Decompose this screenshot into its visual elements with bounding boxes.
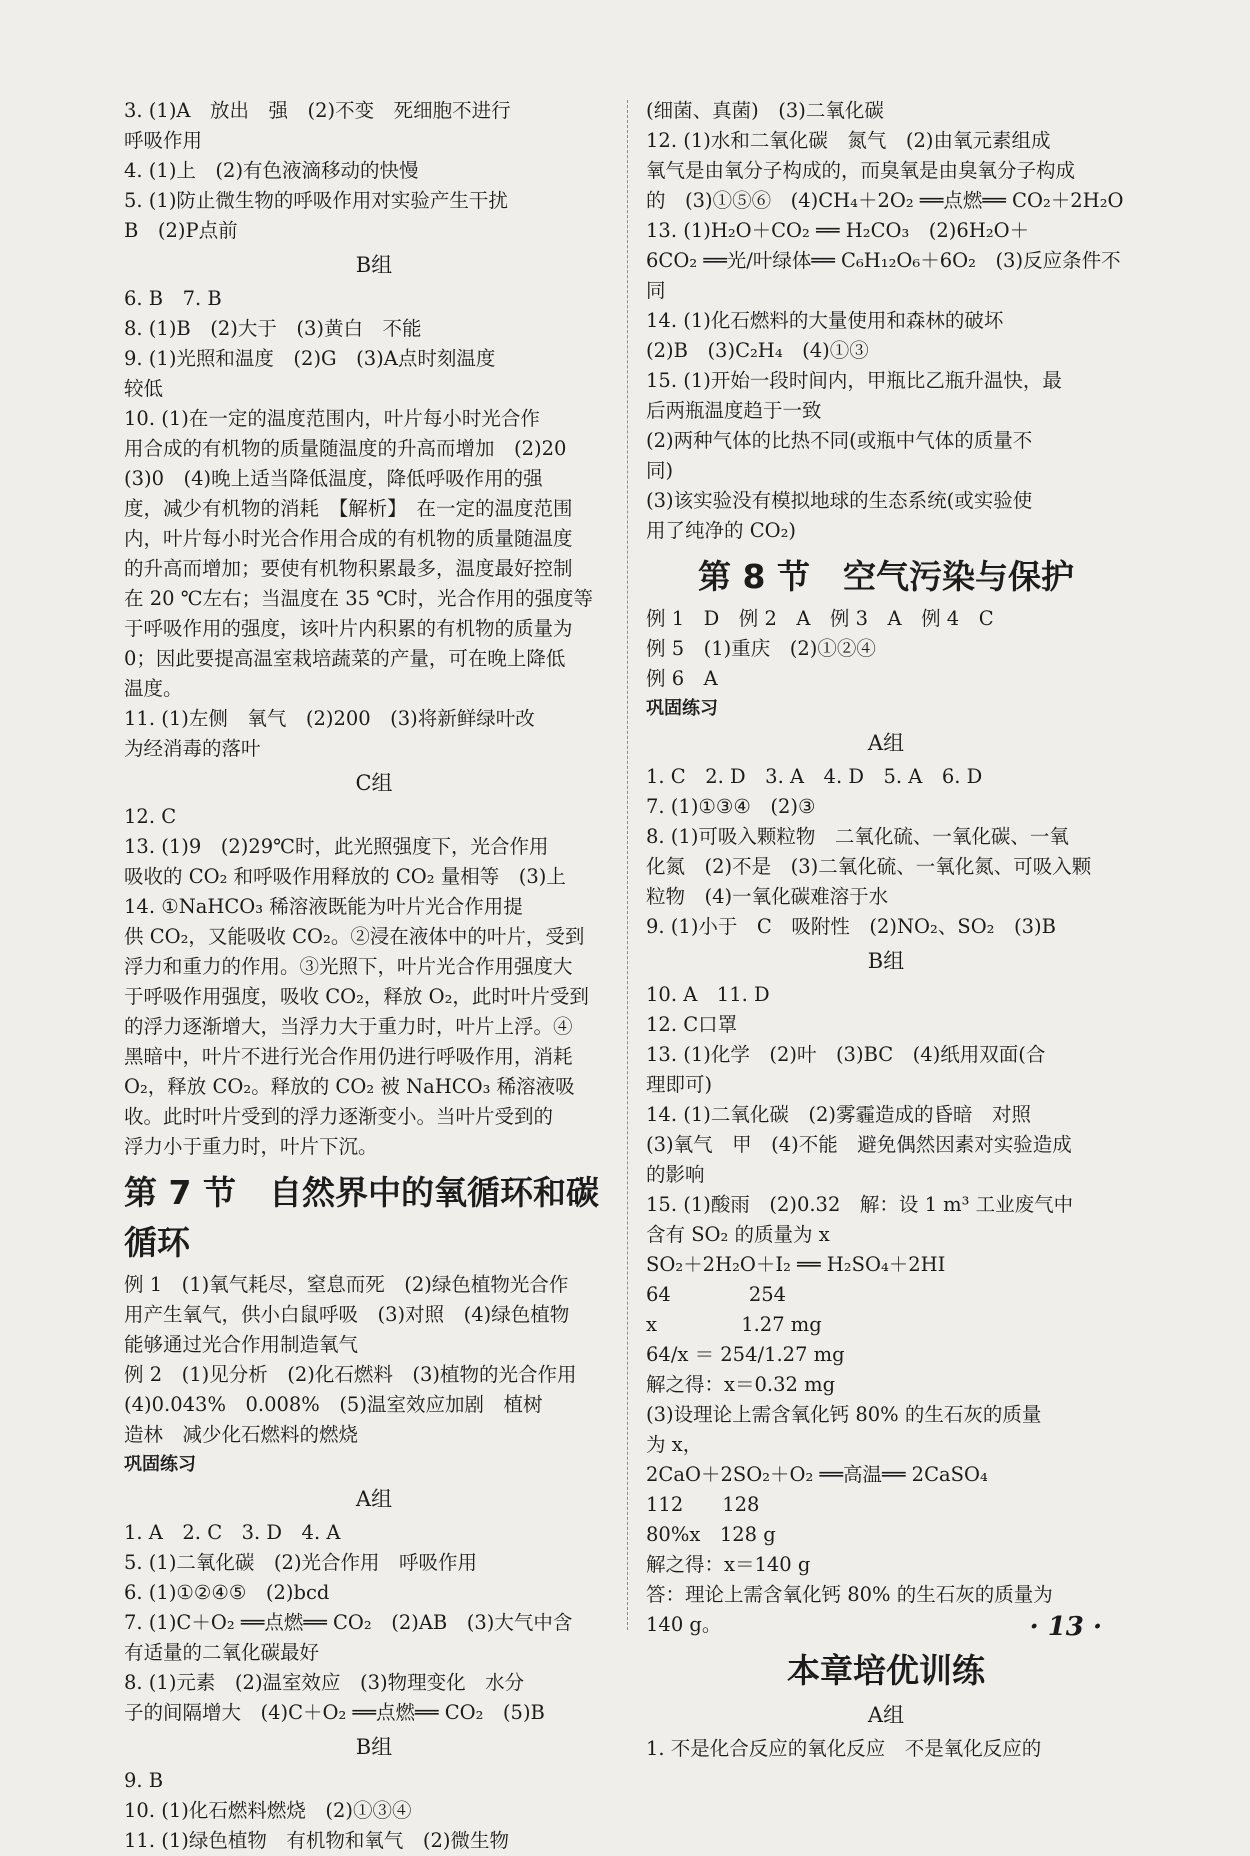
- text-line: (4)0.043% 0.008% (5)温室效应加剧 植树: [124, 1393, 543, 1416]
- section-8-title: 第 8 节 空气污染与保护: [698, 557, 1074, 596]
- text-line: 用了纯净的 CO₂): [646, 519, 797, 542]
- text-line: 1. 不是化合反应的氧化反应 不是氧化反应的: [646, 1737, 1042, 1760]
- text-line: (3)0 (4)晚上适当降低温度，降低呼吸作用的强: [124, 467, 543, 490]
- text-line: 14. ①NaHCO₃ 稀溶液既能为叶片光合作用提: [124, 895, 523, 918]
- text-line: 6. B 7. B: [124, 287, 222, 310]
- text-line: 9. B: [124, 1769, 164, 1792]
- right-block-4: [646, 980, 1126, 1640]
- text-line: 7. (1)①③④ (2)③: [646, 795, 816, 818]
- left-block-6: [124, 1766, 624, 1856]
- text-line: 氧气是由氧分子构成的，而臭氧是由臭氧分子构成: [646, 159, 1076, 182]
- text-line: 浮力和重力的作用。③光照下，叶片光合作用强度大: [124, 955, 573, 978]
- text-line: 5. (1)二氧化碳 (2)光合作用 呼吸作用: [124, 1551, 478, 1574]
- text-line: 呼吸作用: [124, 129, 203, 152]
- text-line: 解之得：x＝140 g: [646, 1553, 811, 1576]
- text-line: 为 x，: [646, 1433, 703, 1456]
- text-line: 9. (1)小于 C 吸附性 (2)NO₂、SO₂ (3)B: [646, 915, 1056, 938]
- text-line: 粒物 (4)一氧化碳难溶于水: [646, 885, 889, 908]
- text-line: (2)两种气体的比热不同(或瓶中气体的质量不: [646, 429, 1033, 452]
- text-line: 14. (1)化石燃料的大量使用和森林的破坏: [646, 309, 1004, 332]
- right-block-3: [646, 762, 1126, 942]
- text-line: 11. (1)绿色植物 有机物和氧气 (2)微生物: [124, 1829, 509, 1852]
- group-heading: A组: [867, 1703, 905, 1727]
- text-line: 度，减少有机物的消耗 【解析】 在一定的温度范围: [124, 497, 573, 520]
- text-line: 例 1 D 例 2 A 例 3 A 例 4 C: [646, 607, 994, 630]
- text-line: 的升高而增加；要使有机物积累最多，温度最好控制: [124, 557, 573, 580]
- text-line: 9. (1)光照和温度 (2)G (3)A点时刻温度: [124, 347, 496, 370]
- left-block-1: [124, 96, 624, 246]
- text-line: 64 254: [646, 1283, 787, 1306]
- text-line: 答：理论上需含氧化钙 80% 的生石灰的质量为: [646, 1583, 1053, 1606]
- text-line: 黑暗中，叶片不进行光合作用仍进行呼吸作用，消耗: [124, 1045, 573, 1068]
- text-line: (3)氧气 甲 (4)不能 避免偶然因素对实验造成: [646, 1133, 1072, 1156]
- text-line: 在 20 ℃左右；当温度在 35 ℃时，光合作用的强度等: [124, 587, 594, 610]
- text-line: 理即可): [646, 1073, 713, 1096]
- text-line: 用产生氧气，供小白鼠呼吸 (3)对照 (4)绿色植物: [124, 1303, 570, 1326]
- text-line: 例 2 (1)见分析 (2)化石燃料 (3)植物的光合作用: [124, 1363, 577, 1386]
- text-line: 12. C口罩: [646, 1013, 738, 1036]
- text-line: 能够通过光合作用制造氧气: [124, 1333, 359, 1356]
- text-line: 10. (1)在一定的温度范围内，叶片每小时光合作: [124, 407, 540, 430]
- left-block-3: [124, 802, 624, 1162]
- text-line: 10. A 11. D: [646, 983, 770, 1006]
- text-line: 15. (1)开始一段时间内，甲瓶比乙瓶升温快，最: [646, 369, 1062, 392]
- text-line: 子的间隔增大 (4)C＋O₂ ══点燃══ CO₂ (5)B: [124, 1701, 545, 1724]
- text-line: 5. (1)防止微生物的呼吸作用对实验产生干扰: [124, 189, 508, 212]
- text-line: (细菌、真菌) (3)二氧化碳: [646, 99, 884, 122]
- text-line: (3)该实验没有模拟地球的生态系统(或实验使: [646, 489, 1033, 512]
- text-line: 例 6 A: [646, 667, 718, 690]
- text-line: 后两瓶温度趋于一致: [646, 399, 822, 422]
- text-line: 浮力小于重力时，叶片下沉。: [124, 1135, 378, 1158]
- text-line: 较低: [124, 377, 164, 400]
- text-line: 80%x 128 g: [646, 1523, 776, 1546]
- text-line: 7. (1)C＋O₂ ══点燃══ CO₂ (2)AB (3)大气中含: [124, 1611, 573, 1634]
- right-block-1: [646, 96, 1126, 546]
- text-line: 140 g。: [646, 1613, 722, 1636]
- practice-label: 巩固练习: [124, 1454, 196, 1475]
- text-line: 6. (1)①②④⑤ (2)bcd: [124, 1581, 330, 1604]
- left-column: [124, 96, 624, 1856]
- left-block-4: [124, 1270, 624, 1450]
- text-line: O₂，释放 CO₂。释放的 CO₂ 被 NaHCO₃ 稀溶液吸: [124, 1075, 575, 1098]
- text-line: 1. C 2. D 3. A 4. D 5. A 6. D: [646, 765, 983, 788]
- left-block-5: [124, 1518, 624, 1728]
- text-line: 化氮 (2)不是 (3)二氧化硫、一氧化氮、可吸入颗: [646, 855, 1092, 878]
- text-line: (3)设理论上需含氧化钙 80% 的生石灰的质量: [646, 1403, 1042, 1426]
- text-line: 13. (1)化学 (2)叶 (3)BC (4)纸用双面(合: [646, 1043, 1046, 1066]
- text-line: 用合成的有机物的质量随温度的升高而增加 (2)20: [124, 437, 567, 460]
- right-column: [646, 96, 1126, 1764]
- text-line: 例 5 (1)重庆 (2)①②④: [646, 637, 876, 660]
- text-line: 的影响: [646, 1163, 705, 1186]
- group-heading: B组: [867, 949, 905, 973]
- text-line: 的 (3)①⑤⑥ (4)CH₄＋2O₂ ══点燃══ CO₂＋2H₂O: [646, 189, 1124, 212]
- text-line: 64/x ＝ 254/1.27 mg: [646, 1343, 845, 1366]
- text-line: 15. (1)酸雨 (2)0.32 解：设 1 m³ 工业废气中: [646, 1193, 1074, 1216]
- text-line: 内，叶片每小时光合作用合成的有机物的质量随温度: [124, 527, 573, 550]
- text-line: 4. (1)上 (2)有色液滴移动的快慢: [124, 159, 419, 182]
- text-line: 同): [646, 459, 674, 482]
- right-block-5: [646, 1734, 1126, 1764]
- text-line: 6CO₂ ══光/叶绿体══ C₆H₁₂O₆＋6O₂ (3)反应条件不同: [646, 249, 1121, 302]
- text-line: 13. (1)H₂O＋CO₂ ══ H₂CO₃ (2)6H₂O＋: [646, 219, 1030, 242]
- text-line: 例 1 (1)氧气耗尽，窒息而死 (2)绿色植物光合作: [124, 1273, 569, 1296]
- text-line: 于呼吸作用强度，吸收 CO₂，释放 O₂，此时叶片受到: [124, 985, 589, 1008]
- text-line: 8. (1)元素 (2)温室效应 (3)物理变化 水分: [124, 1671, 525, 1694]
- text-line: 吸收的 CO₂ 和呼吸作用释放的 CO₂ 量相等 (3)上: [124, 865, 566, 888]
- text-line: 1. A 2. C 3. D 4. A: [124, 1521, 341, 1544]
- text-line: 11. (1)左侧 氧气 (2)200 (3)将新鲜绿叶改: [124, 707, 535, 730]
- text-line: 造林 减少化石燃料的燃烧: [124, 1423, 359, 1446]
- text-line: 10. (1)化石燃料燃烧 (2)①③④: [124, 1799, 412, 1822]
- page-number: · 13 ·: [1029, 1612, 1102, 1642]
- right-block-2: [646, 604, 1126, 694]
- text-line: x 1.27 mg: [646, 1313, 822, 1336]
- text-line: 2CaO＋2SO₂＋O₂ ══高温══ 2CaSO₄: [646, 1463, 988, 1486]
- left-block-2: [124, 284, 624, 764]
- text-line: 3. (1)A 放出 强 (2)不变 死细胞不进行: [124, 99, 511, 122]
- text-line: 0；因此要提高温室栽培蔬菜的产量，可在晚上降低: [124, 647, 566, 670]
- group-heading: A组: [867, 731, 905, 755]
- text-line: 为经消毒的落叶: [124, 737, 261, 760]
- text-line: 112 128: [646, 1493, 760, 1516]
- text-line: 14. (1)二氧化碳 (2)雾霾造成的昏暗 对照: [646, 1103, 1031, 1126]
- text-line: 于呼吸作用的强度，该叶片内积累的有机物的质量为: [124, 617, 573, 640]
- text-line: SO₂＋2H₂O＋I₂ ══ H₂SO₄＋2HI: [646, 1253, 946, 1276]
- chapter-training-title: 本章培优训练: [787, 1651, 985, 1690]
- column-divider: [627, 100, 628, 1630]
- text-line: 有适量的二氧化碳最好: [124, 1641, 320, 1664]
- text-line: 8. (1)B (2)大于 (3)黄白 不能: [124, 317, 422, 340]
- text-line: 12. C: [124, 805, 177, 828]
- text-line: 8. (1)可吸入颗粒物 二氧化硫、一氧化碳、一氧: [646, 825, 1069, 848]
- group-heading: C组: [355, 771, 393, 795]
- text-line: B (2)P点前: [124, 219, 238, 242]
- text-line: 收。此时叶片受到的浮力逐渐变小。当叶片受到的: [124, 1105, 554, 1128]
- text-line: 供 CO₂，又能吸收 CO₂。②浸在液体中的叶片，受到: [124, 925, 585, 948]
- group-heading: B组: [355, 1735, 393, 1759]
- text-line: (2)B (3)C₂H₄ (4)①③: [646, 339, 869, 362]
- text-line: 的浮力逐渐增大，当浮力大于重力时，叶片上浮。④: [124, 1015, 573, 1038]
- text-line: 13. (1)9 (2)29℃时，此光照强度下，光合作用: [124, 835, 549, 858]
- text-line: 解之得：x＝0.32 mg: [646, 1373, 836, 1396]
- practice-label: 巩固练习: [646, 698, 718, 719]
- group-heading: B组: [355, 253, 393, 277]
- text-line: 含有 SO₂ 的质量为 x: [646, 1223, 830, 1246]
- section-7-title: 第 7 节 自然界中的氧循环和碳循环: [124, 1173, 599, 1262]
- group-heading: A组: [355, 1487, 393, 1511]
- text-line: 12. (1)水和二氧化碳 氮气 (2)由氧元素组成: [646, 129, 1051, 152]
- text-line: 温度。: [124, 677, 183, 700]
